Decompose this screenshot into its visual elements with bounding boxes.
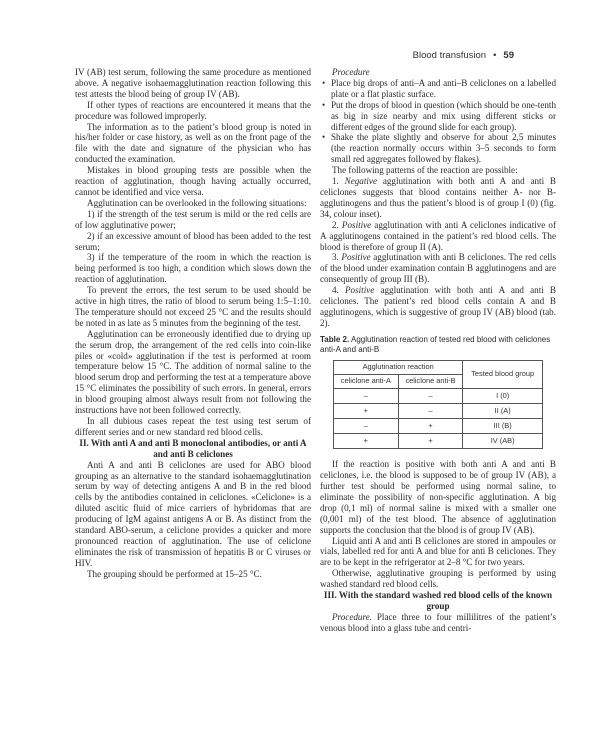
paragraph: The following patterns of the reaction are possible: xyxy=(332,165,518,176)
item-number: 2. xyxy=(332,219,342,230)
paragraph: Liquid anti A and anti B celiclones are stored in ampoules or vials, labelled red for anti A and blue for anti B celiclones. They are to be kept in the refrigerator at 2–8 °C for two years. xyxy=(320,535,556,568)
table-row xyxy=(334,404,543,419)
paragraph: Anti A and anti B celiclones are used for ABO blood grouping as an alternative to the standard isohaemagglutination serum by way of detecting antigens A and B in the red blood cells by the antibodies contained in celiclones. «Celiclone» is a diluted ascitic fluid of mice carriers of hybridomas that are producing of IgM against antigens A or B. As distinct from the standard ABO-serum, a celiclone provides a quicker and more pronounced reaction of agglutination. The use of celiclone eliminates the risk of transmission of hepatitis B or C viruses or HIV. xyxy=(75,459,311,568)
paragraph-text: Place three to four millilitres of the patient’s venous blood into a glass tube and centri- xyxy=(320,611,556,633)
table-cell: + xyxy=(334,404,399,419)
item-number: 3. xyxy=(332,252,342,263)
section-heading: III. With the standard washed red blood cells of the known group xyxy=(323,590,553,611)
bullet-item: • Shake the plate slightly and observe for about 2,5 minutes (the reaction normally occurs within 3–5 seconds to form small red aggregates followed by flakes). xyxy=(331,132,556,165)
table-cell: – xyxy=(334,389,399,404)
paragraph-text: agglutination with both anti A and anti B celiclones suggests that blood contains neither A- nor B-agglutinogens and thus the patient’s blood is of group I (0) (fig. 34, colour inset). xyxy=(320,176,556,219)
table-header-blood-group: Tested blood group xyxy=(463,361,543,389)
emphasis: Positive xyxy=(345,285,375,296)
table-row xyxy=(334,434,543,449)
paragraph xyxy=(320,176,556,220)
table-cell: IV (AB) xyxy=(463,434,543,449)
table-header-anti-a: celiclone anti-A xyxy=(334,375,399,389)
paragraph: If the reaction is positive with both anti A and anti B celiclones, i.e. the blood is supposed to be of group IV (AB), a further test should be performed using normal saline, to eliminate the possibility of non-specific agglutination. A big drop (0,1 ml) of normal saline is mixed with a smaller one (0,001 ml) of the test blood. The absence of agglutination supports the conclusion that the blood is of group IV (AB). xyxy=(320,459,556,535)
running-header xyxy=(413,50,514,61)
left-column xyxy=(75,67,311,580)
paragraph-text: agglutination with anti B celiclones. The red cells of the blood under examination contain B agglutinogens and are consequently of group III (B). xyxy=(320,252,556,285)
table-cell: + xyxy=(398,419,463,434)
table-row xyxy=(334,389,543,404)
paragraph xyxy=(320,612,556,634)
table-caption-text: Agglutination reaction of tested red blood with celiclones anti-A and anti-B xyxy=(320,334,551,354)
paragraph: If other types of reactions are encountered it means that the procedure was followed improperly. xyxy=(75,99,311,121)
list-item: 3) if the temperature of the room in which the reaction is being performed is too high, a condition which slows down the reaction of agglutination. xyxy=(75,252,311,285)
procedure-list xyxy=(320,78,556,165)
table-cell: – xyxy=(398,389,463,404)
paragraph: Agglutination can be overlooked in the following situations: xyxy=(87,197,307,208)
table-cell: + xyxy=(398,434,463,449)
paragraph: The information as to the patient’s blood group is noted in his/her folder or case history, as well as on the front page of the file with the date and signature of the physician who has conducted the examination. xyxy=(75,121,311,165)
agglutination-table xyxy=(333,360,543,449)
procedure-title: Procedure xyxy=(332,67,370,77)
list-item: 1) if the strength of the test serum is mild or the red cells are of low agglutinative power; xyxy=(75,208,311,230)
paragraph: In all dubious cases repeat the test using test serum of different series and or new standard red blood cells. xyxy=(75,416,311,437)
paragraph: IV (AB) test serum, following the same procedure as mentioned above. A negative isohaemagglutination reaction following this test attests the blood being of group IV (AB). xyxy=(75,67,311,99)
paragraph-text: agglutination with anti A celiclones indicative of A agglutinogens contained in the patient’s red blood cells. The blood is therefore of group II (A). xyxy=(320,219,557,252)
paragraph: The grouping should be performed at 15–25 °C. xyxy=(87,568,262,579)
item-number: 1. xyxy=(332,176,345,187)
paragraph: Otherwise, agglutinative grouping is performed by using washed standard red blood cells. xyxy=(320,568,556,590)
table-cell: III (B) xyxy=(463,419,543,434)
table-cell: I (0) xyxy=(463,389,543,404)
table-header-anti-b: celiclone anti-B xyxy=(398,375,463,389)
paragraph xyxy=(320,220,556,253)
header-separator: • xyxy=(493,50,497,61)
paragraph: Agglutination can be erroneously identified due to drying up the serum drop, the arrangement of the red cells into coin-like piles or «cold» agglutination if the test is performed at room temperature below 15 °C. The addition of normal saline to the blood serum drop and performing the test at a temperature above 15 °C eliminates the possibility of such errors. In general, errors in blood grouping almost always result from not following the instructions have not been followed correctly. xyxy=(75,328,311,416)
table-cell: – xyxy=(334,419,399,434)
list-item: 2) if an excessive amount of blood has been added to the test serum; xyxy=(75,230,311,252)
paragraph: Mistakes in blood grouping tests are possible when the reaction of agglutination, though having actually occurred, cannot be identified and vice versa. xyxy=(75,165,311,197)
section-title: Blood transfusion xyxy=(412,50,487,61)
paragraph-text: agglutination with both anti A and anti B celiclones. The patient’s red blood cells contain A and B agglutinogens, which is suggestive of group IV (AB) blood (tab. 2). xyxy=(320,285,557,328)
paragraph xyxy=(320,252,556,285)
emphasis: Procedure. xyxy=(332,611,372,622)
paragraph xyxy=(320,285,556,329)
table-group-header: Agglutination reaction xyxy=(334,361,463,375)
right-column xyxy=(320,67,556,634)
table-row xyxy=(334,419,543,434)
table-label: Table 2. xyxy=(320,334,350,344)
item-number: 4. xyxy=(332,285,345,296)
table-caption xyxy=(320,335,556,355)
paragraph: To prevent the errors, the test serum to be used should be active in high titres, the ratio of blood to serum being 1:5–1:10. The temperature should not exceed 25 °C and the results should be noted in as late as 5 minutes from the beginning of the test. xyxy=(75,285,311,328)
table-cell: II (A) xyxy=(463,404,543,419)
bullet-item: • Place big drops of anti–A and anti–B celiclones on a labelled plate or a flat plastic surface. xyxy=(331,78,556,100)
table-cell: – xyxy=(398,404,463,419)
emphasis: Positive xyxy=(341,252,371,263)
emphasis: Positive xyxy=(341,219,372,230)
emphasis: Negative xyxy=(344,176,377,187)
table-cell: + xyxy=(334,434,399,449)
page-number: 59 xyxy=(503,50,514,61)
section-heading: II. With anti A and anti B monoclonal antibodies, or anti A and anti B celiclones xyxy=(79,437,307,459)
bullet-item: • Put the drops of blood in question (which should be one-tenth as big in size nearby and mix using different sticks or different edges of the ground slide for each group). xyxy=(331,100,556,133)
